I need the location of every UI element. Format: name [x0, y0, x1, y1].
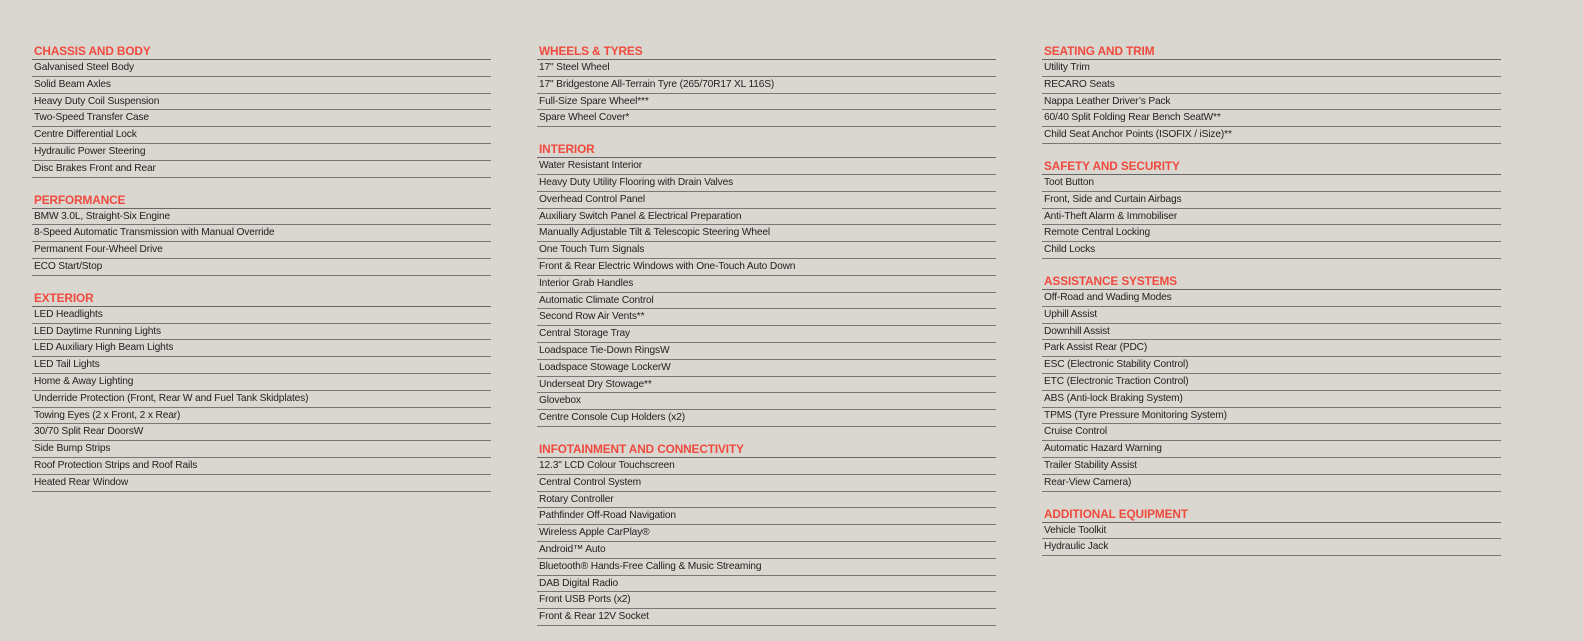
- spec-column-2: [537, 44, 996, 641]
- spec-item: Child Seat Anchor Points (ISOFIX / iSize)**: [1042, 127, 1501, 144]
- section-title: EXTERIOR: [32, 291, 491, 307]
- spec-item: Uphill Assist: [1042, 307, 1501, 324]
- spec-item: Automatic Climate Control: [537, 293, 996, 310]
- spec-item: LED Headlights: [32, 307, 491, 324]
- spec-item: 8-Speed Automatic Transmission with Manual Override: [32, 225, 491, 242]
- spec-item: LED Daytime Running Lights: [32, 324, 491, 341]
- spec-item: Central Storage Tray: [537, 326, 996, 343]
- section-title: WHEELS & TYRES: [537, 44, 996, 60]
- spec-column-1: [32, 44, 491, 507]
- spec-item: Underride Protection (Front, Rear W and Fuel Tank Skidplates): [32, 391, 491, 408]
- spec-item: Toot Button: [1042, 175, 1501, 192]
- spec-item: ABS (Anti-lock Braking System): [1042, 391, 1501, 408]
- spec-item: Home & Away Lighting: [32, 374, 491, 391]
- spec-item: Front USB Ports (x2): [537, 592, 996, 609]
- spec-item: Side Bump Strips: [32, 441, 491, 458]
- spec-item: Loadspace Stowage LockerW: [537, 360, 996, 377]
- spec-item: Towing Eyes (2 x Front, 2 x Rear): [32, 408, 491, 425]
- section-title: ADDITIONAL EQUIPMENT: [1042, 507, 1501, 523]
- spec-item: Auxiliary Switch Panel & Electrical Preparation: [537, 209, 996, 226]
- spec-column-3: [1042, 44, 1501, 571]
- spec-item: Nappa Leather Driver’s Pack: [1042, 94, 1501, 111]
- spec-item: Pathfinder Off-Road Navigation: [537, 508, 996, 525]
- spec-item: Trailer Stability Assist: [1042, 458, 1501, 475]
- spec-item: 60/40 Split Folding Rear Bench SeatW**: [1042, 110, 1501, 127]
- section-performance: [32, 193, 491, 276]
- spec-item: One Touch Turn Signals: [537, 242, 996, 259]
- section-title: INTERIOR: [537, 142, 996, 158]
- spec-item: Heavy Duty Utility Flooring with Drain Valves: [537, 175, 996, 192]
- section-title: SEATING AND TRIM: [1042, 44, 1501, 60]
- spec-item: LED Tail Lights: [32, 357, 491, 374]
- spec-item: Water Resistant Interior: [537, 158, 996, 175]
- spec-item: 17" Bridgestone All-Terrain Tyre (265/70R17 XL 116S): [537, 77, 996, 94]
- spec-item: Disc Brakes Front and Rear: [32, 161, 491, 178]
- spec-item: Centre Differential Lock: [32, 127, 491, 144]
- spec-item: Downhill Assist: [1042, 324, 1501, 341]
- spec-item: Wireless Apple CarPlay®: [537, 525, 996, 542]
- spec-item: DAB Digital Radio: [537, 576, 996, 593]
- spec-item: Centre Console Cup Holders (x2): [537, 410, 996, 427]
- spec-item: Android™ Auto: [537, 542, 996, 559]
- spec-item: Rotary Controller: [537, 492, 996, 509]
- spec-item: Loadspace Tie-Down RingsW: [537, 343, 996, 360]
- spec-item: Full-Size Spare Wheel***: [537, 94, 996, 111]
- spec-item: Cruise Control: [1042, 424, 1501, 441]
- section-seating-and-trim: [1042, 44, 1501, 144]
- spec-item: Automatic Hazard Warning: [1042, 441, 1501, 458]
- section-exterior: [32, 291, 491, 492]
- section-interior: [537, 142, 996, 427]
- spec-item: ESC (Electronic Stability Control): [1042, 357, 1501, 374]
- spec-item: Front & Rear Electric Windows with One-Touch Auto Down: [537, 259, 996, 276]
- section-title: PERFORMANCE: [32, 193, 491, 209]
- spec-item: Utility Trim: [1042, 60, 1501, 77]
- spec-item: Spare Wheel Cover*: [537, 110, 996, 127]
- spec-item: Hydraulic Jack: [1042, 539, 1501, 556]
- section-title: CHASSIS AND BODY: [32, 44, 491, 60]
- section-title: SAFETY AND SECURITY: [1042, 159, 1501, 175]
- spec-item: Overhead Control Panel: [537, 192, 996, 209]
- spec-item: Glovebox: [537, 393, 996, 410]
- spec-item: 17" Steel Wheel: [537, 60, 996, 77]
- spec-item: Bluetooth® Hands-Free Calling & Music Streaming: [537, 559, 996, 576]
- section-safety-and-security: [1042, 159, 1501, 259]
- spec-item: 30/70 Split Rear DoorsW: [32, 424, 491, 441]
- spec-item: Front & Rear 12V Socket: [537, 609, 996, 626]
- spec-item: Manually Adjustable Tilt & Telescopic Steering Wheel: [537, 225, 996, 242]
- spec-item: Galvanised Steel Body: [32, 60, 491, 77]
- spec-item: Heated Rear Window: [32, 475, 491, 492]
- spec-item: Solid Beam Axles: [32, 77, 491, 94]
- spec-item: Child Locks: [1042, 242, 1501, 259]
- section-assistance-systems: [1042, 274, 1501, 492]
- spec-item: Off-Road and Wading Modes: [1042, 290, 1501, 307]
- spec-item: TPMS (Tyre Pressure Monitoring System): [1042, 408, 1501, 425]
- spec-item: Rear-View Camera): [1042, 475, 1501, 492]
- spec-item: Anti-Theft Alarm & Immobiliser: [1042, 209, 1501, 226]
- spec-item: Park Assist Rear (PDC): [1042, 340, 1501, 357]
- spec-item: BMW 3.0L, Straight-Six Engine: [32, 209, 491, 226]
- spec-item: Underseat Dry Stowage**: [537, 377, 996, 394]
- section-chassis-and-body: [32, 44, 491, 178]
- section-title: INFOTAINMENT AND CONNECTIVITY: [537, 442, 996, 458]
- spec-item: Second Row Air Vents**: [537, 309, 996, 326]
- spec-item: Permanent Four-Wheel Drive: [32, 242, 491, 259]
- spec-item: Remote Central Locking: [1042, 225, 1501, 242]
- spec-item: ECO Start/Stop: [32, 259, 491, 276]
- spec-item: Front, Side and Curtain Airbags: [1042, 192, 1501, 209]
- section-title: ASSISTANCE SYSTEMS: [1042, 274, 1501, 290]
- spec-item: ETC (Electronic Traction Control): [1042, 374, 1501, 391]
- spec-item: Central Control System: [537, 475, 996, 492]
- spec-item: Hydraulic Power Steering: [32, 144, 491, 161]
- spec-item: Two-Speed Transfer Case: [32, 110, 491, 127]
- section-wheels-tyres: [537, 44, 996, 127]
- section-additional-equipment: [1042, 507, 1501, 557]
- section-infotainment-and-connectivity: [537, 442, 996, 626]
- spec-item: RECARO Seats: [1042, 77, 1501, 94]
- spec-item: Interior Grab Handles: [537, 276, 996, 293]
- spec-item: Heavy Duty Coil Suspension: [32, 94, 491, 111]
- spec-item: 12.3" LCD Colour Touchscreen: [537, 458, 996, 475]
- spec-item: Roof Protection Strips and Roof Rails: [32, 458, 491, 475]
- spec-item: Vehicle Toolkit: [1042, 523, 1501, 540]
- spec-item: LED Auxiliary High Beam Lights: [32, 340, 491, 357]
